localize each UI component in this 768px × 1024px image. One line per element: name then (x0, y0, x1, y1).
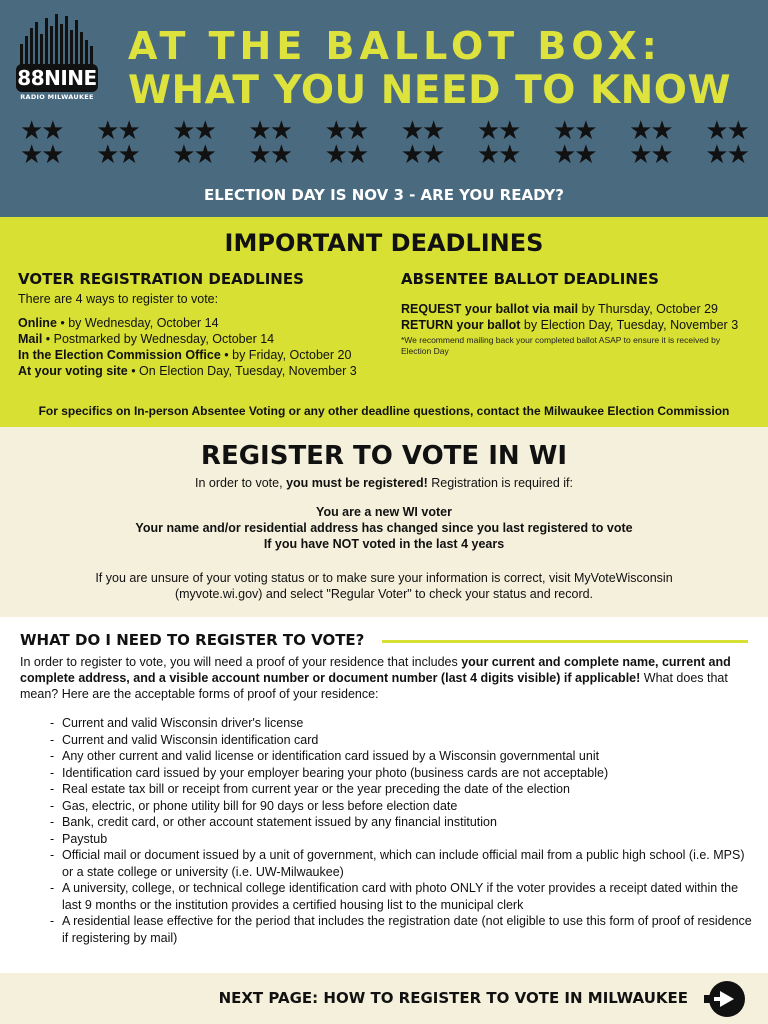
proof-of-residence-list (50, 715, 755, 946)
title-underline (382, 640, 748, 643)
registration-method: Mail • Postmarked by Wednesday, October 14 (18, 332, 275, 346)
deadlines-section (0, 217, 768, 427)
register-condition: If you have NOT voted in the last 4 years (263, 537, 505, 551)
election-day-tagline: ELECTION DAY IS NOV 3 - ARE YOU READY? (204, 186, 564, 204)
unsure-status-line-1: If you are unsure of your voting status or to make sure your information is correct, visit MyVoteWisconsin (95, 571, 673, 585)
register-title: REGISTER TO VOTE IN WI (200, 441, 568, 471)
registration-method: At your voting site • On Election Day, Tuesday, November 3 (18, 364, 357, 378)
star-pair-icon: ★★ ★★ (172, 115, 215, 169)
list-item: - Bank, credit card, or other account statement issued by any financial institution (50, 814, 755, 831)
absentee-deadline: RETURN your ballot by Election Day, Tuesday, November 3 (401, 318, 739, 332)
deadline-contact-note: For specifics on In-person Absentee Voting or any other deadline questions, contact the Milwaukee Election Commission (38, 404, 730, 418)
unsure-status-line-2: (myvote.wi.gov) and select "Regular Voter" to check your status and record. (174, 587, 594, 601)
logo-wordmark: 88NINE (17, 66, 97, 90)
absentee-deadline: REQUEST your ballot via mail by Thursday, October 29 (401, 302, 719, 316)
star-pair-icon: ★★ ★★ (324, 115, 368, 169)
next-page-link[interactable]: NEXT PAGE: HOW TO REGISTER TO VOTE IN MILWAUKEE (218, 989, 688, 1007)
requirements-intro: In order to register to vote, you will need a proof of your residence that includes your current and complete name, current and complete address, and a visible account number or document number (last 4 digits visible) if applicable! What does that mean? Here are the acceptable forms of proof of your residence: (20, 655, 731, 701)
list-item: - Official mail or document issued by a unit of government, which can include official mail from a public high school (i.e. MPS) or a state college or university (i.e. UW-Milwaukee) (50, 847, 755, 880)
voter-registration-heading: VOTER REGISTRATION DEADLINES (18, 270, 304, 288)
absentee-list (401, 301, 751, 333)
voter-registration-list (18, 315, 388, 379)
list-item: - Current and valid Wisconsin identification card (50, 732, 755, 749)
list-item: - A university, college, or technical college identification card with photo ONLY if the voter provides a receipt dated within the last 9 months or the institution provides a certified housing list to the municipal clerk (50, 880, 755, 913)
register-condition: Your name and/or residential address has changed since you last registered to vote (135, 521, 633, 535)
star-pair-icon: ★★ ★★ (552, 115, 596, 169)
star-pair-icon: ★★ ★★ (476, 115, 520, 169)
star-pair-icon: ★★ ★★ (705, 115, 748, 169)
list-item: - A residential lease effective for the period that includes the registration date (not eligible to use this form of proof of residence if registering by mail) (50, 913, 755, 946)
star-pair-icon: ★★ ★★ (96, 115, 139, 169)
radio-logo-icon (16, 14, 98, 104)
star-pair-icon: ★★ ★★ (400, 115, 444, 169)
logo-subtitle: RADIO MILWAUKEE (20, 93, 94, 101)
deadlines-title: IMPORTANT DEADLINES (224, 229, 544, 257)
next-page-footer[interactable] (0, 973, 768, 1024)
headline-line-2: WHAT YOU NEED TO KNOW (128, 68, 731, 113)
register-intro: In order to vote, you must be registered! Registration is required if: (195, 476, 573, 490)
list-item: - Real estate tax bill or receipt from current year or the year preceding the date of the election (50, 781, 755, 798)
list-item: - Any other current and valid license or identification card issued by a Wisconsin governmental unit (50, 748, 755, 765)
arrow-right-icon[interactable] (704, 978, 746, 1020)
star-pair-icon: ★★ ★★ (20, 115, 63, 169)
list-item: - Gas, electric, or phone utility bill for 90 days or less before election date (50, 798, 755, 815)
register-section (0, 427, 768, 617)
requirements-title: WHAT DO I NEED TO REGISTER TO VOTE? (20, 631, 365, 649)
registration-method: In the Election Commission Office • by Friday, October 20 (18, 348, 352, 362)
star-row (20, 115, 748, 169)
register-condition: You are a new WI voter (316, 505, 452, 519)
voter-registration-intro: There are 4 ways to register to vote: (18, 292, 219, 306)
absentee-note: *We recommend mailing back your completed ballot ASAP to ensure it is received by Election Day (401, 335, 721, 356)
star-pair-icon: ★★ ★★ (248, 115, 292, 169)
list-item: - Identification card issued by your employer bearing your photo (business cards are not acceptable) (50, 765, 755, 782)
requirements-section (0, 617, 768, 973)
list-item: - Current and valid Wisconsin driver's license (50, 715, 755, 732)
star-pair-icon: ★★ ★★ (629, 115, 672, 169)
header-band (0, 0, 768, 217)
list-item: - Paystub (50, 831, 755, 848)
headline-line-1: AT THE BALLOT BOX: (128, 24, 662, 68)
absentee-heading: ABSENTEE BALLOT DEADLINES (401, 270, 659, 288)
registration-method: Online • by Wednesday, October 14 (18, 316, 219, 330)
